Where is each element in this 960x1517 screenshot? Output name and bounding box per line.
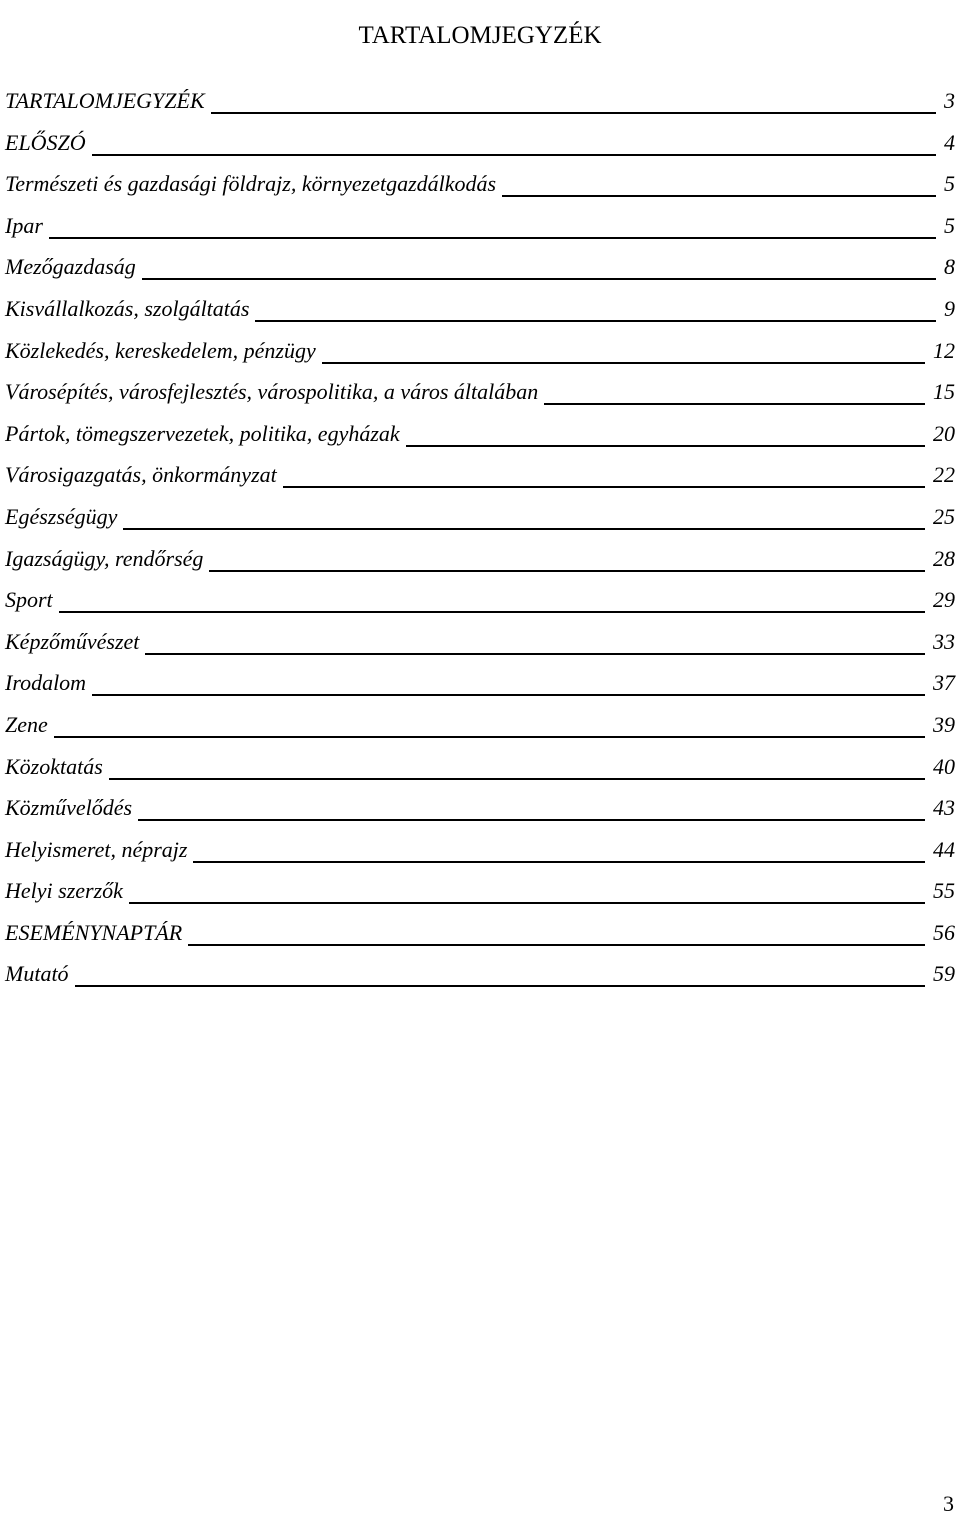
toc-entry[interactable] xyxy=(5,542,955,584)
toc-leader-line xyxy=(255,319,936,322)
toc-entry[interactable] xyxy=(5,874,955,916)
toc-leader-line xyxy=(142,277,936,280)
toc-entry[interactable] xyxy=(5,417,955,459)
toc-entry-label: Helyismeret, néprajz xyxy=(5,836,188,862)
toc-entry[interactable] xyxy=(5,126,955,168)
toc-entry-label: Természeti és gazdasági földrajz, környezetgazdálkodás xyxy=(5,171,497,197)
toc-entry-page: 12 xyxy=(933,337,955,363)
toc-entry-label: Városépítés, városfejlesztés, várospolitika, a város általában xyxy=(5,379,539,405)
toc-entry-label: Közoktatás xyxy=(5,753,103,779)
toc-entry-label: Képzőművészet xyxy=(5,628,140,654)
toc-leader-line xyxy=(544,402,925,405)
toc-entry-label: Ipar xyxy=(5,212,43,238)
toc-entry[interactable] xyxy=(5,708,955,750)
toc-leader-line xyxy=(406,444,925,447)
toc-leader-line xyxy=(75,984,925,987)
toc-leader-line xyxy=(211,111,936,114)
toc-entry[interactable] xyxy=(5,791,955,833)
toc-entry[interactable] xyxy=(5,250,955,292)
toc-entry[interactable] xyxy=(5,334,955,376)
toc-entry-label: Irodalom xyxy=(5,670,87,696)
toc-entry-label: TARTALOMJEGYZÉK xyxy=(5,88,205,113)
toc-leader-line xyxy=(193,860,925,863)
table-of-contents xyxy=(5,84,955,999)
toc-entry-page: 33 xyxy=(933,628,955,654)
toc-entry-label: Zene xyxy=(5,711,48,737)
toc-leader-line xyxy=(188,943,925,946)
toc-entry-page: 28 xyxy=(933,545,955,571)
toc-entry-page: 8 xyxy=(944,254,955,280)
toc-entry[interactable] xyxy=(5,167,955,209)
toc-entry-page: 37 xyxy=(933,670,955,696)
page-number: 3 xyxy=(943,1491,954,1516)
toc-leader-line xyxy=(109,777,925,780)
toc-entry[interactable] xyxy=(5,375,955,417)
toc-leader-line xyxy=(92,693,925,696)
toc-entry-label: ELŐSZÓ xyxy=(5,129,86,155)
toc-entry-page: 25 xyxy=(933,503,955,529)
toc-entry-label: Közművelődés xyxy=(5,795,133,821)
toc-entry[interactable] xyxy=(5,916,955,958)
toc-entry-page: 20 xyxy=(933,420,955,446)
toc-leader-line xyxy=(502,194,936,197)
toc-entry[interactable] xyxy=(5,500,955,542)
toc-entry[interactable] xyxy=(5,209,955,251)
toc-entry[interactable] xyxy=(5,666,955,708)
toc-entry-page: 55 xyxy=(933,878,955,904)
toc-entry-label: Kisvállalkozás, szolgáltatás xyxy=(5,295,250,321)
toc-entry-label: Pártok, tömegszervezetek, politika, egyházak xyxy=(5,420,400,446)
toc-leader-line xyxy=(283,485,925,488)
toc-entry[interactable] xyxy=(5,84,955,126)
toc-entry-page: 29 xyxy=(933,587,955,613)
toc-entry-page: 44 xyxy=(933,836,955,862)
toc-entry-label: Mezőgazdaság xyxy=(5,254,136,280)
toc-entry-page: 5 xyxy=(944,212,955,238)
toc-entry[interactable] xyxy=(5,833,955,875)
toc-entry-label: ESEMÉNYNAPTÁR xyxy=(5,919,183,945)
toc-entry[interactable] xyxy=(5,292,955,334)
toc-entry-label: Sport xyxy=(5,587,53,613)
toc-entry-page: 56 xyxy=(933,919,955,945)
toc-leader-line xyxy=(129,901,925,904)
toc-entry-label: Közlekedés, kereskedelem, pénzügy xyxy=(5,337,316,363)
page-title: TARTALOMJEGYZÉK xyxy=(358,21,602,49)
toc-entry-label: Igazságügy, rendőrség xyxy=(5,545,204,571)
toc-entry[interactable] xyxy=(5,750,955,792)
toc-entry-page: 39 xyxy=(933,711,955,737)
toc-leader-line xyxy=(92,153,936,156)
toc-entry[interactable] xyxy=(5,957,955,999)
toc-leader-line xyxy=(123,527,925,530)
toc-entry[interactable] xyxy=(5,583,955,625)
toc-entry-page: 40 xyxy=(933,753,955,779)
toc-entry-page: 9 xyxy=(944,295,955,321)
toc-leader-line xyxy=(145,652,925,655)
toc-leader-line xyxy=(49,236,936,239)
toc-leader-line xyxy=(59,610,925,613)
toc-entry-page: 3 xyxy=(944,88,955,113)
toc-entry-page: 5 xyxy=(944,171,955,197)
toc-leader-line xyxy=(209,569,925,572)
toc-entry-label: Mutató xyxy=(5,961,69,987)
toc-leader-line xyxy=(322,361,925,364)
toc-entry-label: Egészségügy xyxy=(5,503,118,529)
toc-entry-page: 59 xyxy=(933,961,955,987)
toc-leader-line xyxy=(138,818,925,821)
toc-entry-label: Városigazgatás, önkormányzat xyxy=(5,462,277,488)
toc-entry-page: 4 xyxy=(944,129,955,155)
toc-entry[interactable] xyxy=(5,458,955,500)
toc-entry[interactable] xyxy=(5,625,955,667)
toc-leader-line xyxy=(54,735,925,738)
toc-entry-page: 22 xyxy=(933,462,955,488)
toc-entry-page: 15 xyxy=(933,379,955,405)
toc-entry-label: Helyi szerzők xyxy=(5,878,123,904)
toc-entry-page: 43 xyxy=(933,795,955,821)
